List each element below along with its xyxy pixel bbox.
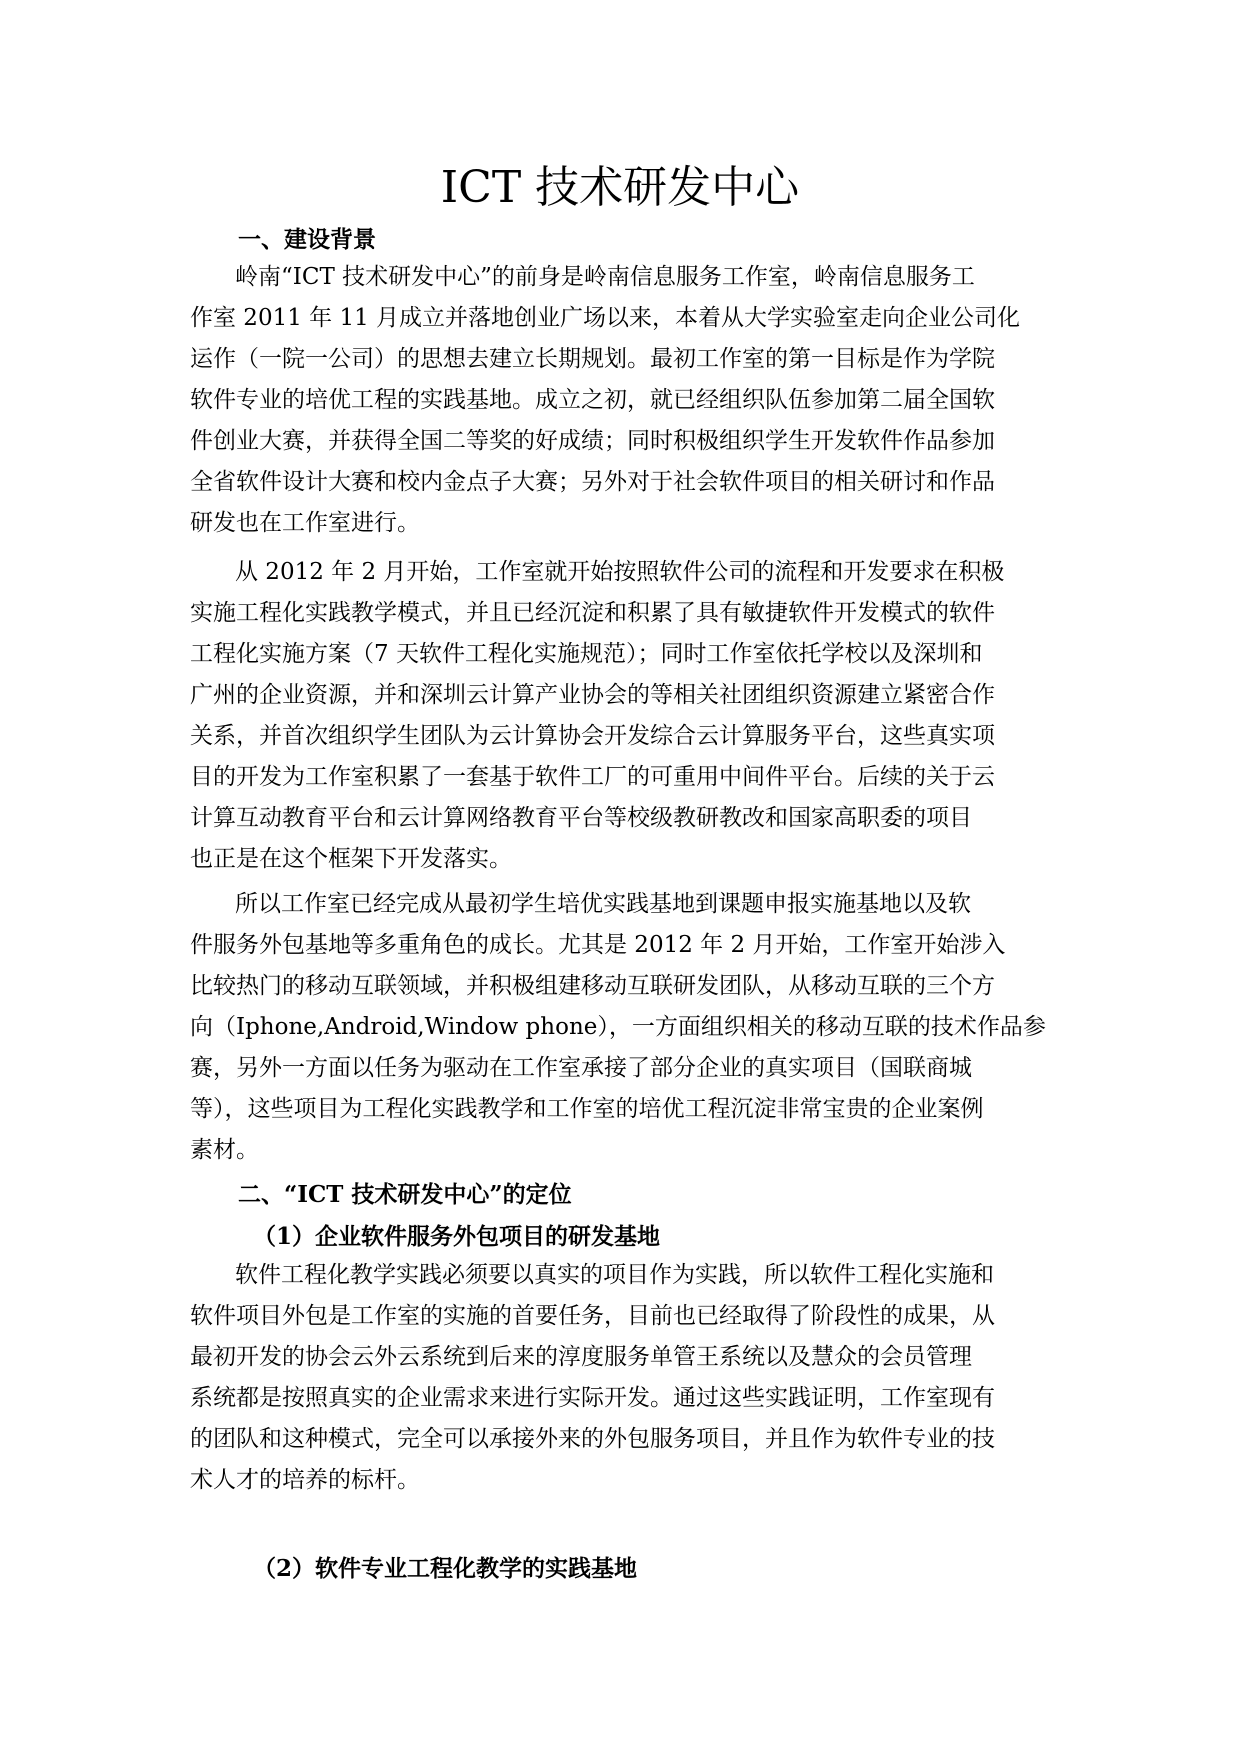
text-line: 软件项目外包是工作室的实施的首要任务，目前也已经取得了阶段性的成果，从 [190,1303,995,1329]
text-line: 件创业大赛，并获得全国二等奖的好成绩；同时积极组织学生开发软件作品参加 [190,428,995,454]
text-line: 全省软件设计大赛和校内金点子大赛；另外对于社会软件项目的相关研讨和作品 [190,469,995,495]
paragraph-background-1 [190,257,1050,544]
text-line: 作室 2011 年 11 月成立并落地创业广场以来，本着从大学实验室走向企业公司化 [190,305,1021,331]
text-line: 也正是在这个框架下开发落实。 [190,846,512,872]
text-line: 向（Iphone,Android,Window phone），一方面组织相关的移动互联的技术作品参 [190,1014,1046,1040]
section-heading-positioning: 二、“ICT 技术研发中心”的定位 [238,1181,572,1208]
text-line: 广州的企业资源，并和深圳云计算产业协会的等相关社团组织资源建立紧密合作 [190,682,995,708]
text-line: 的团队和这种模式，完全可以承接外来的外包服务项目，并且作为软件专业的技 [190,1426,995,1452]
text-line: 运作（一院一公司）的思想去建立长期规划。最初工作室的第一目标是作为学院 [190,346,995,372]
subsection-heading-teaching-base: （2）软件专业工程化教学的实践基地 [253,1555,638,1582]
text-line: 关系，并首次组织学生团队为云计算协会开发综合云计算服务平台，这些真实项 [190,723,995,749]
text-line: 所以工作室已经完成从最初学生培优实践基地到课题申报实施基地以及软 [235,891,971,917]
text-line: 软件工程化教学实践必须要以真实的项目作为实践，所以软件工程化实施和 [235,1262,994,1288]
text-line: 工程化实施方案（7 天软件工程化实施规范）；同时工作室依托学校以及深圳和 [190,641,983,667]
paragraph-background-2 [190,552,1050,880]
text-line: 从 2012 年 2 月开始，工作室就开始按照软件公司的流程和开发要求在积极 [235,559,1005,585]
text-line: 目的开发为工作室积累了一套基于软件工厂的可重用中间件平台。后续的关于云 [190,764,995,790]
text-line: 系统都是按照真实的企业需求来进行实际开发。通过这些实践证明，工作室现有 [190,1385,995,1411]
text-line: 最初开发的协会云外云系统到后来的淳度服务单管王系统以及慧众的会员管理 [190,1344,972,1370]
paragraph-background-3 [190,884,1050,1171]
text-line: 术人才的培养的标杆。 [190,1467,420,1493]
document-title: ICT 技术研发中心 [440,162,800,213]
subsection-heading-outsourcing: （1）企业软件服务外包项目的研发基地 [253,1223,661,1250]
text-line: 计算互动教育平台和云计算网络教育平台等校级教研教改和国家高职委的项目 [190,805,972,831]
section-heading-background: 一、建设背景 [238,226,376,253]
text-line: 研发也在工作室进行。 [190,510,420,536]
text-line: 岭南“ICT 技术研发中心”的前身是岭南信息服务工作室，岭南信息服务工 [235,264,975,290]
paragraph-outsourcing [190,1255,1050,1501]
text-line: 实施工程化实践教学模式，并且已经沉淀和积累了具有敏捷软件开发模式的软件 [190,600,995,626]
text-line: 软件专业的培优工程的实践基地。成立之初，就已经组织队伍参加第二届全国软 [190,387,995,413]
text-line: 比较热门的移动互联领域，并积极组建移动互联研发团队，从移动互联的三个方 [190,973,995,999]
text-line: 素材。 [190,1137,259,1163]
text-line: 赛，另外一方面以任务为驱动在工作室承接了部分企业的真实项目（国联商城 [190,1055,972,1081]
text-line: 等），这些项目为工程化实践教学和工作室的培优工程沉淀非常宝贵的企业案例 [190,1096,984,1122]
text-line: 件服务外包基地等多重角色的成长。尤其是 2012 年 2 月开始，工作室开始涉入 [190,932,1006,958]
